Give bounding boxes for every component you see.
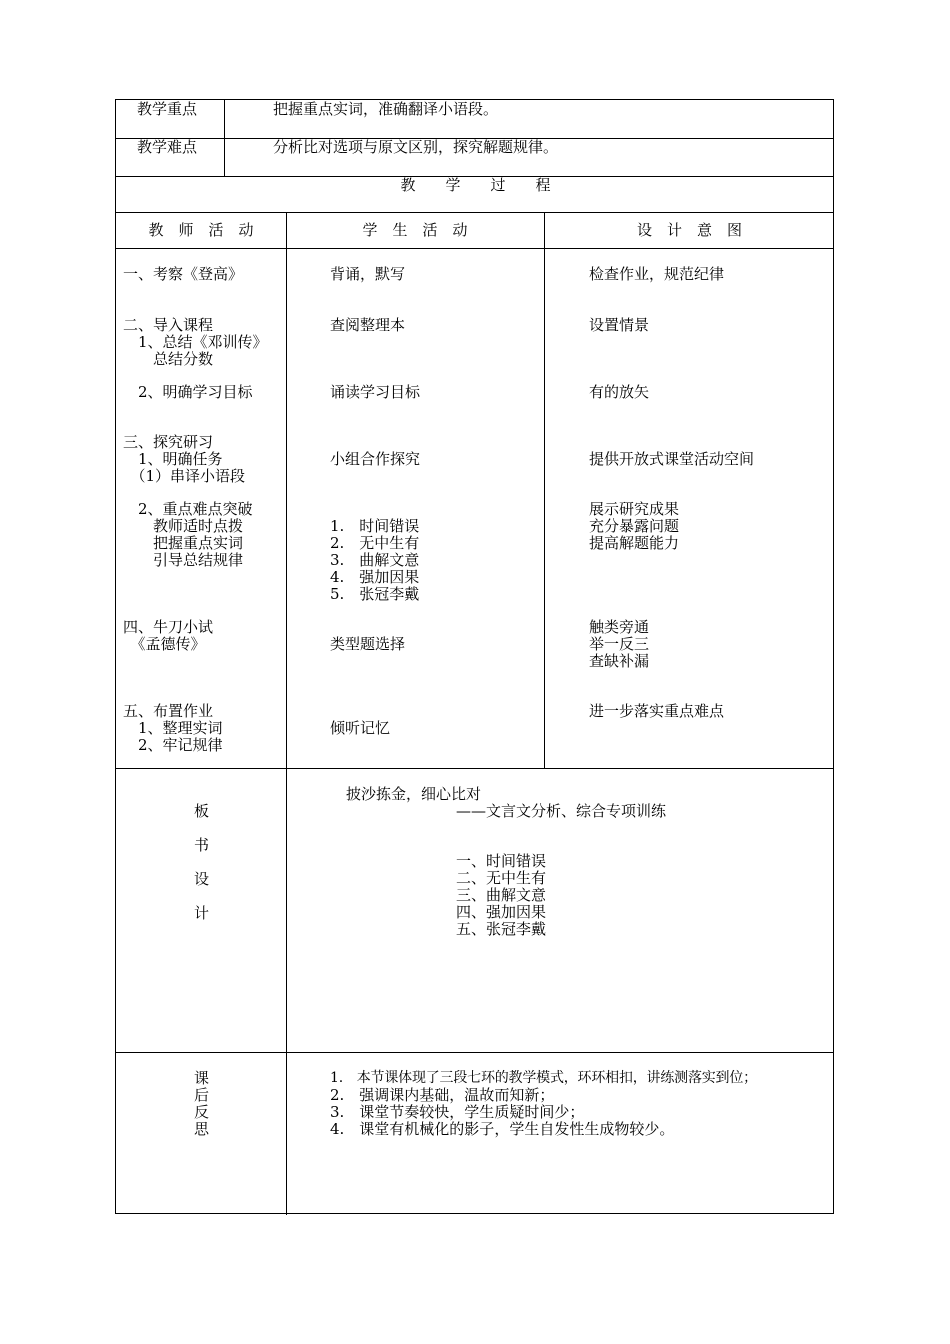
row-divider bbox=[116, 1052, 833, 1053]
design-intent-line: 提高解题能力 bbox=[589, 534, 680, 552]
reflection-item: 4. 课堂有机械化的影子，学生自发性生成物较少。 bbox=[330, 1120, 675, 1138]
teacher-activity-line: 2、明确学习目标 bbox=[123, 383, 253, 401]
board-item: 一、时间错误 bbox=[456, 852, 547, 870]
board-item: 二、无中生有 bbox=[456, 869, 547, 887]
teacher-activity-line: 二、导入课程 bbox=[123, 316, 214, 334]
teacher-activity-line: 三、探究研习 bbox=[123, 433, 214, 451]
design-intent-line: 展示研究成果 bbox=[589, 500, 680, 518]
design-intent-line: 有的放矢 bbox=[589, 383, 650, 401]
reflection-label-char: 思 bbox=[194, 1120, 210, 1138]
teacher-activity-line: （1）串译小语段 bbox=[123, 467, 246, 485]
design-intent-line: 进一步落实重点难点 bbox=[589, 702, 725, 720]
student-column-header: 学 生 活 动 bbox=[362, 221, 468, 239]
board-label-char: 板 bbox=[194, 802, 210, 820]
key-point-text: 把握重点实词，准确翻译小语段。 bbox=[273, 100, 499, 118]
reflection-item: 1. 本节课体现了三段七环的教学模式，环环相扣，讲练测落实到位； bbox=[330, 1070, 757, 1086]
student-activity-line: 类型题选择 bbox=[330, 635, 406, 653]
teacher-activity-line: 四、牛刀小试 bbox=[123, 618, 214, 636]
reflection-item: 3. 课堂节奏较快，学生质疑时间少； bbox=[330, 1103, 585, 1121]
intent-column-header: 设 计 意 图 bbox=[636, 221, 742, 239]
design-intent-line: 提供开放式课堂活动空间 bbox=[589, 450, 755, 468]
teacher-activity-line: 总结分数 bbox=[123, 350, 214, 368]
student-activity-line: 背诵，默写 bbox=[330, 265, 406, 283]
difficult-point-text: 分析比对选项与原文区别，探究解题规律。 bbox=[273, 138, 559, 156]
student-activity-line: 1. 时间错误 bbox=[330, 517, 420, 535]
column-divider bbox=[224, 100, 225, 176]
reflection-label-char: 课 bbox=[194, 1069, 210, 1087]
student-activity-line: 4. 强加因果 bbox=[330, 568, 420, 586]
teacher-activity-line: 教师适时点拨 bbox=[123, 517, 244, 535]
reflection-label-char: 反 bbox=[194, 1103, 210, 1121]
design-intent-line: 举一反三 bbox=[589, 635, 650, 653]
difficult-point-label: 教学难点 bbox=[137, 138, 198, 156]
student-activity-line: 诵读学习目标 bbox=[330, 383, 421, 401]
reflection-label-char: 后 bbox=[194, 1086, 210, 1104]
student-activity-line: 查阅整理本 bbox=[330, 316, 406, 334]
lesson-plan-table bbox=[115, 99, 834, 1214]
column-divider bbox=[286, 212, 287, 1215]
teacher-column-header: 教 师 活 动 bbox=[148, 221, 254, 239]
student-activity-line: 小组合作探究 bbox=[330, 450, 421, 468]
teacher-activity-line: 一、考察《登高》 bbox=[123, 265, 244, 283]
reflection-item: 2. 强调课内基础，温故而知新； bbox=[330, 1086, 555, 1104]
process-title: 教 学 过 程 bbox=[400, 176, 551, 194]
board-label-char: 设 bbox=[194, 870, 210, 888]
teacher-activity-line: 引导总结规律 bbox=[123, 551, 244, 569]
board-subtitle: ——文言文分析、综合专项训练 bbox=[456, 802, 667, 820]
design-intent-line: 充分暴露问题 bbox=[589, 517, 680, 535]
design-intent-line: 检查作业，规范纪律 bbox=[589, 265, 725, 283]
design-intent-line: 触类旁通 bbox=[589, 618, 650, 636]
student-activity-line: 倾听记忆 bbox=[330, 719, 391, 737]
teacher-activity-line: 《孟德传》 bbox=[123, 635, 206, 653]
row-divider bbox=[116, 248, 833, 249]
teacher-activity-line: 五、布置作业 bbox=[123, 702, 214, 720]
row-divider bbox=[116, 212, 833, 213]
column-divider bbox=[544, 212, 545, 768]
design-intent-line: 设置情景 bbox=[589, 316, 650, 334]
teacher-activity-line: 1、明确任务 bbox=[123, 450, 223, 468]
board-label-char: 计 bbox=[194, 904, 210, 922]
key-point-label: 教学重点 bbox=[137, 100, 198, 118]
teacher-activity-line: 2、重点难点突破 bbox=[123, 500, 253, 518]
teacher-activity-line: 2、牢记规律 bbox=[123, 736, 223, 754]
board-item: 四、强加因果 bbox=[456, 903, 547, 921]
board-item: 五、张冠李戴 bbox=[456, 920, 547, 938]
teacher-activity-line: 1、整理实词 bbox=[123, 719, 223, 737]
board-title: 披沙拣金，细心比对 bbox=[346, 785, 482, 803]
student-activity-line: 3. 曲解文意 bbox=[330, 551, 420, 569]
student-activity-line: 2. 无中生有 bbox=[330, 534, 420, 552]
teacher-activity-line: 把握重点实词 bbox=[123, 534, 244, 552]
board-label-char: 书 bbox=[194, 836, 210, 854]
board-item: 三、曲解文意 bbox=[456, 886, 547, 904]
teacher-activity-line: 1、总结《邓训传》 bbox=[123, 333, 268, 351]
student-activity-line: 5. 张冠李戴 bbox=[330, 585, 420, 603]
row-divider bbox=[116, 768, 833, 769]
design-intent-line: 查缺补漏 bbox=[589, 652, 650, 670]
